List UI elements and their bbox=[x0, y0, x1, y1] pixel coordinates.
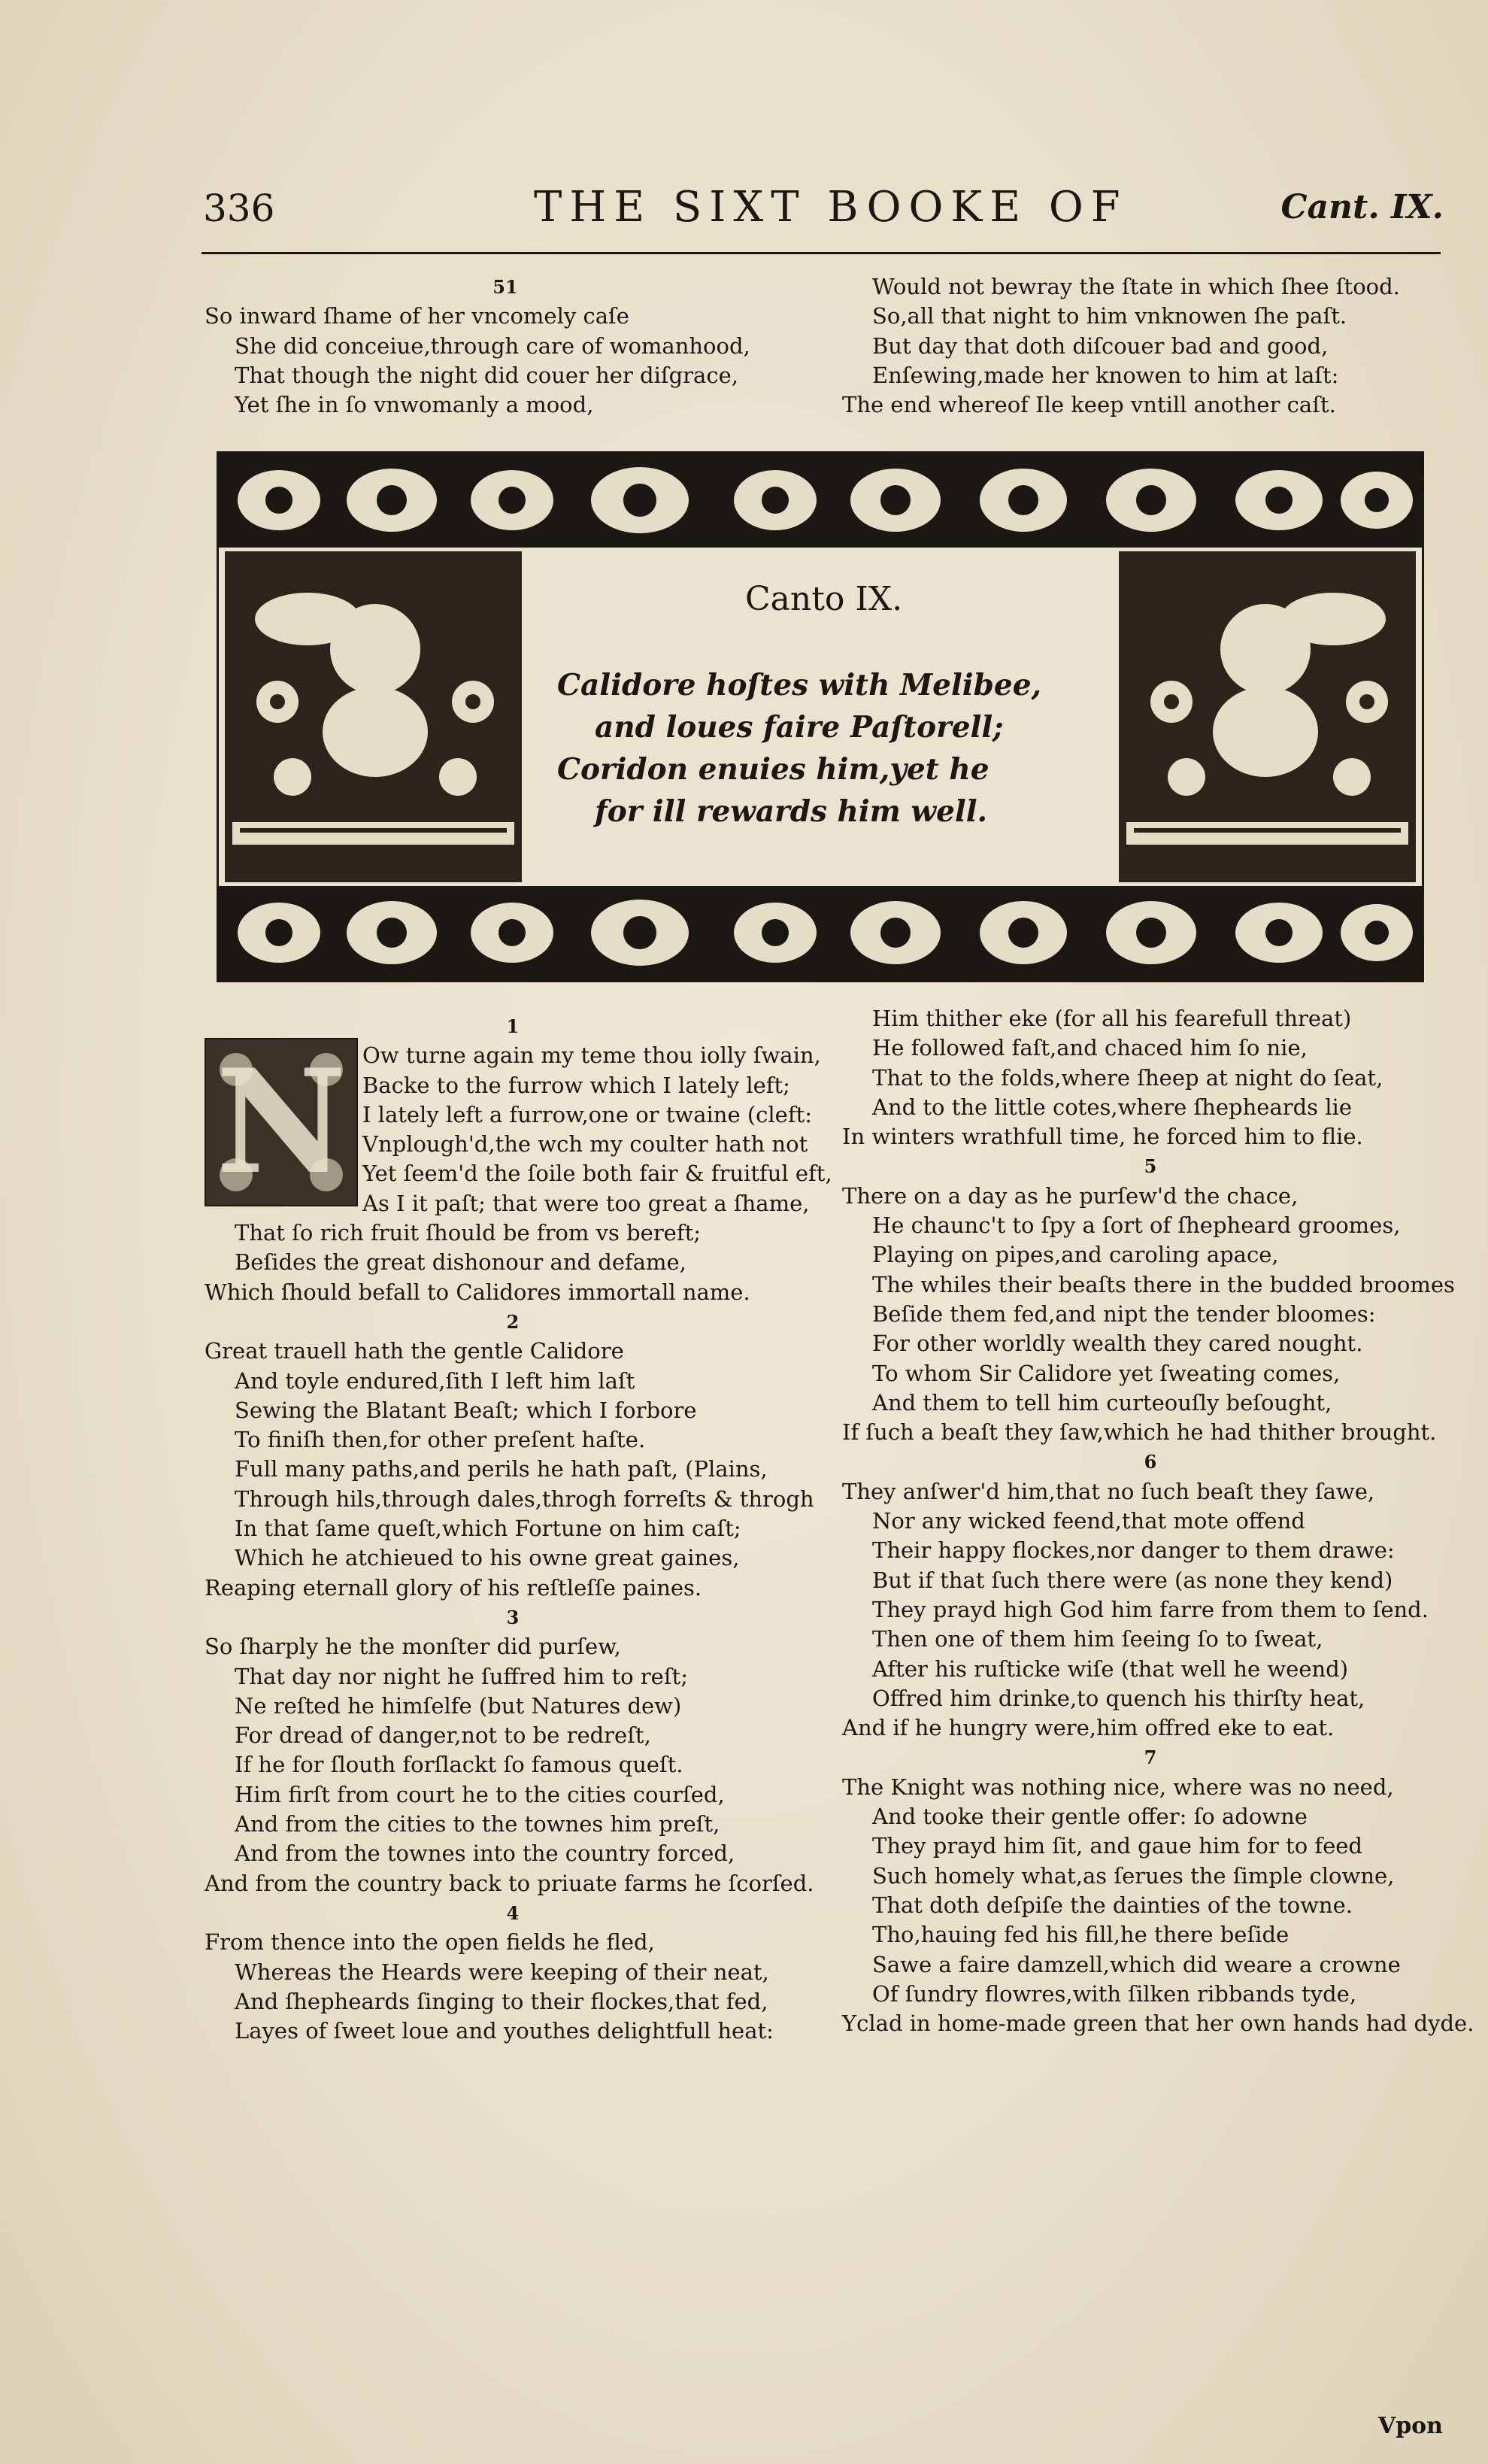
argument-line: Coridon enuies him,yet he bbox=[557, 752, 989, 787]
verse-line: As I it paſt; that were too great a ſhame, bbox=[362, 1190, 810, 1216]
verse-line: Of ſundry flowres,with ſilken ribbands tyde, bbox=[872, 1980, 1357, 2007]
verse-line: And tooke their gentle offer: ſo adowne bbox=[872, 1804, 1308, 1830]
verse-line: I lately left a furrow,one or twaine (cleft: bbox=[362, 1101, 812, 1127]
verse-line: And ſhepheards ſinging to their flockes,that fed, bbox=[235, 1988, 768, 2014]
verse-line: Such homely what,as ſerues the ſimple clowne, bbox=[872, 1862, 1395, 1889]
verse-line: From thence into the open fields he fled, bbox=[205, 1929, 655, 1956]
argument-line: for ill rewards him well. bbox=[595, 794, 988, 829]
verse-line: But if that ſuch there were (as none they kend) bbox=[872, 1567, 1393, 1593]
verse-line: And from the cities to the townes him preſt, bbox=[235, 1811, 720, 1837]
verse-line: To finiſh then,for other preſent haſte. bbox=[235, 1427, 646, 1453]
canto-banner bbox=[217, 451, 1424, 982]
stanza-number: 2 bbox=[506, 1310, 520, 1333]
verse-line: She did conceiue,through care of womanhood, bbox=[235, 332, 750, 359]
canto-argument bbox=[557, 664, 1083, 833]
verse-line: For dread of danger,not to be redreſt, bbox=[235, 1722, 651, 1749]
argument-line: Calidore hoſtes with Melibee, bbox=[557, 668, 1042, 702]
verse-line: And to the little cotes,where ſhepheards lie bbox=[872, 1094, 1352, 1120]
verse-line: So inward ſhame of her vncomely caſe bbox=[205, 303, 629, 329]
verse-line: Nor any wicked feend,that mote offend bbox=[872, 1508, 1305, 1534]
verse-line: So,all that night to him vnknowen ſhe paſt. bbox=[872, 303, 1347, 329]
page-header bbox=[203, 179, 1444, 239]
verse-line: Great trauell hath the gentle Calidore bbox=[205, 1338, 624, 1364]
verse-line: That though the night did couer her diſgrace, bbox=[235, 362, 738, 388]
verse-line: Ne reſted he himſelfe (but Natures dew) bbox=[235, 1692, 682, 1719]
verse-line: Yclad in home-made green that her own hands had dyde. bbox=[842, 2010, 1474, 2037]
verse-line: Then one of them him ſeeing ſo to ſweat, bbox=[872, 1626, 1323, 1652]
stanza-number: 1 bbox=[506, 1015, 520, 1037]
stanza-number: 4 bbox=[506, 1901, 520, 1924]
verse-line: He followed faſt,and chaced him ſo nie, bbox=[872, 1035, 1308, 1061]
right-column bbox=[842, 1004, 1474, 2038]
verse-line: They anſwer'd him,that no ſuch beaſt they ſawe, bbox=[842, 1478, 1375, 1504]
verse-line: But day that doth diſcouer bad and good, bbox=[872, 332, 1329, 359]
cherub-ornament-right bbox=[1119, 551, 1416, 882]
ornament-band-bottom bbox=[219, 886, 1422, 980]
verse-line: Ow turne again my teme thou iolly ſwain, bbox=[362, 1042, 821, 1069]
verse-line: The Knight was nothing nice, where was no need, bbox=[842, 1774, 1394, 1800]
verse-line: Layes of ſweet loue and youthes delightfull heat: bbox=[235, 2018, 774, 2044]
verse-line: The end whereof Ile keep vntill another caſt. bbox=[842, 392, 1336, 418]
verse-line: And if he hungry were,him offred eke to eat. bbox=[842, 1715, 1335, 1741]
stanza-number: 5 bbox=[1144, 1155, 1157, 1178]
initial-letter: N bbox=[216, 1038, 347, 1206]
verse-line: Would not bewray the ſtate in which ſhee ſtood. bbox=[872, 274, 1400, 299]
verse-line: Their happy flockes,nor danger to them drawe: bbox=[872, 1537, 1395, 1564]
verse-line: In that ſame queſt,which Fortune on him caſt; bbox=[235, 1516, 741, 1542]
verse-line: He chaunc't to ſpy a ſort of ſhepheard groomes, bbox=[872, 1212, 1401, 1239]
ornament-band-top bbox=[219, 454, 1422, 548]
left-column bbox=[205, 1012, 832, 2046]
page-number: 336 bbox=[203, 187, 275, 230]
verse-line: Reaping eternall glory of his reſtleſſe paines. bbox=[205, 1574, 702, 1601]
verse-line: That to the folds,where ſheep at night do ſeat, bbox=[872, 1064, 1383, 1091]
verse-line: Offred him drinke,to quench his thirſty heat, bbox=[872, 1685, 1365, 1711]
verse-line: In winters wrathfull time, he forced him to flie. bbox=[842, 1124, 1363, 1150]
running-title: THE SIXT BOOKE OF bbox=[534, 183, 1128, 232]
verse-line: Yet ſeem'd the ſoile both fair & fruitful eft, bbox=[362, 1161, 832, 1187]
top-right-stanza bbox=[842, 272, 1444, 420]
verse-line: Full many paths,and perils he hath paſt, (Plains, bbox=[235, 1456, 768, 1482]
verse-line: Yet ſhe in ſo vnwomanly a mood, bbox=[235, 392, 594, 418]
verse-line: Through hils,through dales,throgh forreſts & throgh bbox=[235, 1485, 814, 1512]
verse-line: They prayd him ſit, and gaue him for to feed bbox=[872, 1833, 1362, 1859]
verse-line: The whiles their beaſts there in the budded broomes bbox=[872, 1271, 1455, 1297]
verse-line: Vnplough'd,the wch my coulter hath not bbox=[362, 1131, 808, 1158]
catchword: Vpon bbox=[1377, 2413, 1443, 2439]
verse-line: Backe to the furrow which I lately left; bbox=[362, 1072, 790, 1098]
verse-line: That doth deſpiſe the dainties of the towne. bbox=[872, 1892, 1353, 1918]
verse-line: And toyle endured,ſith I left him laſt bbox=[235, 1367, 635, 1394]
verse-line: Beſide them fed,and nipt the tender bloomes: bbox=[872, 1300, 1376, 1327]
verse-line: Which ſhould befall to Calidores immortall name. bbox=[205, 1279, 750, 1305]
verse-line: If ſuch a beaſt they ſaw,which he had thither brought. bbox=[842, 1419, 1437, 1446]
verse-line: After his ruſticke wiſe (that well he weend) bbox=[872, 1655, 1349, 1682]
argument-line: and loues faire Paſtorell; bbox=[595, 710, 1004, 745]
verse-line: Beſides the great dishonour and defame, bbox=[235, 1249, 686, 1276]
verse-line: And from the townes into the country forced, bbox=[235, 1840, 735, 1867]
stanza-number: 7 bbox=[1144, 1746, 1157, 1769]
verse-line: Enſewing,made her knowen to him at laſt: bbox=[872, 362, 1339, 388]
cherub-ornament-left bbox=[225, 551, 522, 882]
verse-line: Tho,hauing fed his fill,he there beſide bbox=[872, 1922, 1289, 1948]
verse-line: So ſharply he the monſter did purſew, bbox=[205, 1634, 621, 1660]
top-left-stanza bbox=[205, 272, 806, 420]
stanza-number: 51 bbox=[492, 276, 518, 298]
header-rule bbox=[202, 252, 1441, 254]
verse-line: Him firſt from court he to the cities courſed, bbox=[235, 1781, 725, 1807]
verse-line: And them to tell him curteouſly beſought, bbox=[872, 1389, 1332, 1416]
verse-line: If he for ſlouth forſlackt ſo famous queſt. bbox=[235, 1752, 683, 1778]
verse-line: Him thither eke (for all his fearefull threat) bbox=[872, 1006, 1352, 1031]
verse-line: Which he atchieued to his owne great gaines, bbox=[235, 1545, 740, 1571]
verse-line: They prayd high God him farre from them to ſend. bbox=[872, 1596, 1429, 1622]
verse-line: Playing on pipes,and caroling apace, bbox=[872, 1242, 1279, 1268]
verse-line: And from the country back to priuate farms he ſcorſed. bbox=[205, 1870, 814, 1896]
stanza-number: 6 bbox=[1144, 1451, 1157, 1473]
verse-line: Sewing the Blatant Beaſt; which I forbore bbox=[235, 1397, 697, 1423]
stanza-number: 3 bbox=[506, 1606, 520, 1628]
verse-line: There on a day as he purſew'd the chace, bbox=[842, 1182, 1299, 1209]
canto-reference: Cant. IX. bbox=[1280, 188, 1444, 226]
canto-title: Canto IX. bbox=[745, 580, 903, 618]
verse-line: That day nor night he ſuffred him to reſt; bbox=[235, 1663, 688, 1689]
verse-line: Whereas the Heards were keeping of their neat, bbox=[235, 1959, 769, 1985]
verse-line: To whom Sir Calidore yet ſweating comes, bbox=[872, 1360, 1341, 1386]
verse-line: For other worldly wealth they cared nought. bbox=[872, 1331, 1363, 1357]
verse-line: Sawe a faire damzell,which did weare a crowne bbox=[872, 1951, 1401, 1977]
verse-line: That ſo rich fruit ſhould be from vs bereft; bbox=[235, 1220, 702, 1246]
